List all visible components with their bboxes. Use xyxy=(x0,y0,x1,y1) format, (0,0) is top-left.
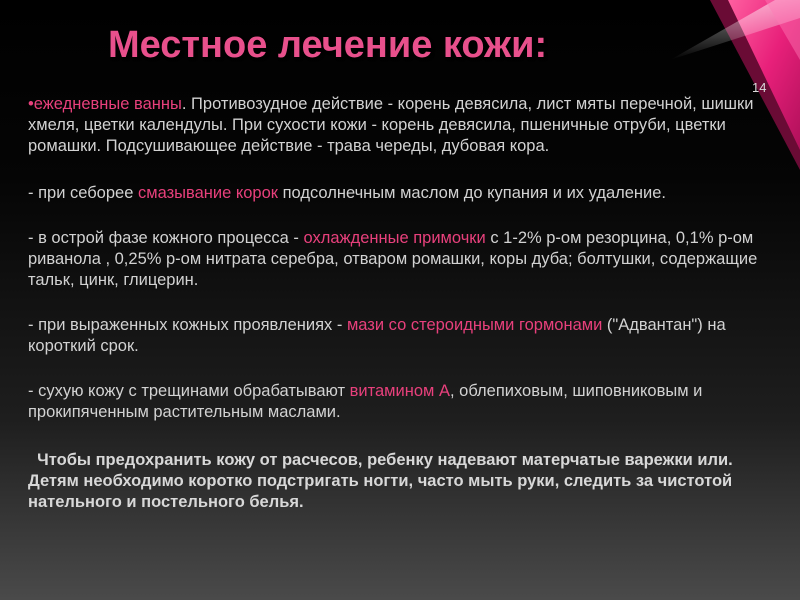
paragraph-steroid xyxy=(28,315,774,357)
paragraph-dry-skin xyxy=(28,381,774,423)
paragraph-acute-phase xyxy=(28,228,774,291)
paragraph-seborrhea xyxy=(28,183,774,204)
paragraph-baths xyxy=(28,94,774,157)
highlight-steroid-ointments: мази со стероидными гормонами xyxy=(346,316,603,334)
paragraph-text: - при выраженных кожных проявлениях - xyxy=(28,316,347,334)
paragraph-text: - в острой фазе кожного процесса - xyxy=(28,229,304,247)
paragraph-text: ("Адвантан") на короткий срок. xyxy=(28,316,726,355)
highlight-crust-lubrication: смазывание корок xyxy=(137,184,278,202)
bullet: • xyxy=(28,95,34,113)
slide-number: 14 xyxy=(752,80,767,95)
paragraph-text: с 1-2% р-ом резорцина, 0,1% р-ом риванола , 0,25% р-ом нитрата серебра, отваром ромашки, коры дуба; болтушки, содержащие тальк, цинк, глицерин. xyxy=(28,229,758,289)
highlight-cooled-lotions: охлажденные примочки xyxy=(303,229,486,247)
paragraph-text: подсолнечным маслом до купания и их удаление. xyxy=(278,184,667,202)
paragraph-text: - сухую кожу с трещинами обрабатывают xyxy=(28,382,350,400)
paragraph-prevention: Чтобы предохранить кожу от расчесов, ребенку надевают матерчатые варежки или. Детям необходимо коротко подстригать ногти, часто мыть руки, следить за чистотой нательного и постельного белья. xyxy=(28,451,738,511)
paragraph-text: - при себорее xyxy=(28,184,138,202)
slide-body xyxy=(28,94,774,513)
paragraph-text: , облепиховым, шиповниковым и прокипяченным растительным маслами. xyxy=(28,382,703,421)
slide-title: Местное лечение кожи: xyxy=(108,24,548,66)
paragraph-text: . Противозудное действие - корень девясила, лист мяты перечной, шишки хмеля, цветки календулы. При сухости кожи - корень девясила, пшеничные отруби, цветки ромашки. Подсушивающее действие - трава череды, дубовая кора. xyxy=(28,95,754,155)
highlight-daily-baths: ежедневные ванны xyxy=(33,95,182,113)
highlight-vitamin-a: витамином А xyxy=(349,382,450,400)
